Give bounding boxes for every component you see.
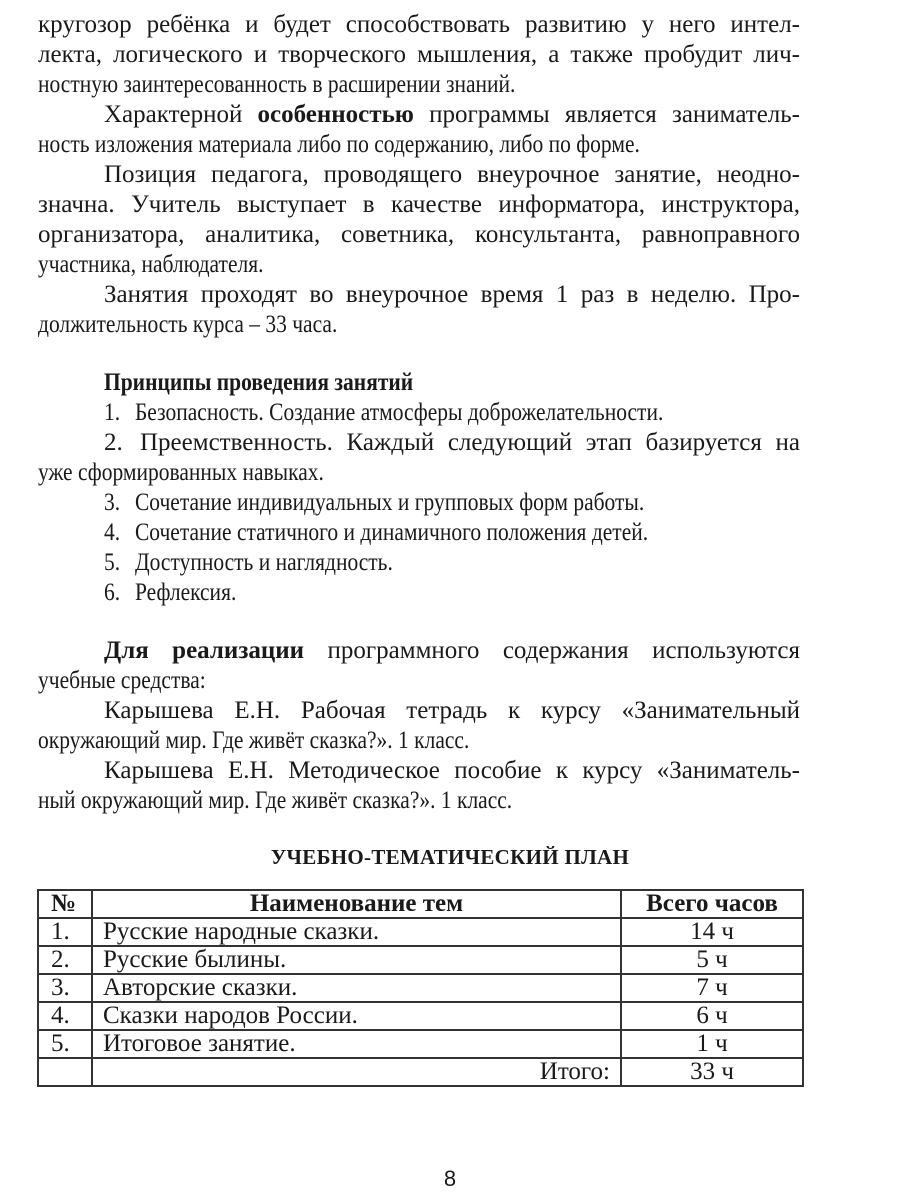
table-row [38, 1002, 803, 1030]
list-number: 5. [104, 549, 121, 576]
paragraph-text [104, 636, 800, 666]
list-number: 2. [104, 429, 123, 456]
text-line [38, 40, 800, 70]
paragraph-text: учебные средства: [38, 667, 206, 694]
paragraph-text [104, 100, 800, 130]
list-text: Сочетание статичного и динамичного положения детей. [134, 519, 649, 546]
list-item [104, 518, 800, 548]
text-line [104, 636, 800, 666]
paragraph-text: Позиция педагога, проводящего внеурочное занятие, неодно- [104, 161, 800, 188]
list-item-content [104, 548, 393, 578]
table-title: УЧЕБНО-ТЕМАТИЧЕСКИЙ ПЛАН [270, 845, 630, 869]
list-number: 6. [104, 579, 121, 606]
row-name: Итоговое занятие. [92, 1030, 621, 1058]
list-number: 1. [104, 399, 121, 426]
heading-text: Принципы проведения занятий [104, 369, 414, 396]
list-item-content [104, 578, 236, 608]
paragraph-text: участника, наблюдателя. [38, 251, 264, 278]
row-name: Авторские сказки. [92, 974, 621, 1002]
table-total-row [38, 1058, 803, 1086]
paragraph-text: Занятия проходят во внеурочное время 1 раз в неделю. Про- [104, 281, 800, 308]
table-row [38, 1030, 803, 1058]
text-line [38, 130, 800, 160]
text-line [38, 190, 800, 220]
total-label: Итого: [92, 1058, 621, 1086]
table-row [38, 974, 803, 1002]
row-num: 5. [38, 1030, 92, 1058]
paragraph-text: значна. Учитель выступает в качестве информатора, инструктора, [38, 191, 800, 218]
list-item-content [104, 398, 663, 428]
text-line [38, 70, 800, 100]
book-reference: Карышева Е.Н. Рабочая тетрадь к курсу «Занимательный [104, 697, 800, 724]
text-line [38, 220, 800, 250]
row-hours: 14 ч [621, 918, 803, 946]
text-line [104, 160, 800, 190]
table-row [38, 946, 803, 974]
paragraph-text: кругозор ребёнка и будет способствовать развитию у него интел- [38, 11, 800, 38]
row-name: Русские народные сказки. [92, 918, 621, 946]
text-line [38, 666, 800, 696]
row-num: 1. [38, 918, 92, 946]
list-item-content [104, 488, 644, 518]
book-reference: Карышева Е.Н. Методическое пособие к курсу «Заниматель- [104, 757, 800, 784]
text-line [104, 100, 800, 130]
list-text: уже сформированных навыках. [38, 459, 324, 486]
paragraph-text: должительность курса – 33 часа. [38, 311, 338, 338]
list-text: Сочетание индивидуальных и групповых форм работы. [134, 489, 645, 516]
text-line [38, 310, 800, 340]
list-item [104, 398, 800, 428]
row-hours: 5 ч [621, 946, 803, 974]
text-line [38, 10, 800, 40]
list-item-continuation [38, 458, 800, 488]
section-heading [104, 368, 800, 398]
header-num: № [38, 890, 92, 918]
text-line [38, 250, 800, 280]
list-item-content [104, 518, 648, 548]
text-line [38, 726, 800, 756]
paragraph-text: ность изложения материала либо по содержанию, либо по форме. [38, 131, 640, 158]
list-text: Безопасность. Создание атмосферы доброжелательности. [134, 399, 664, 426]
list-text: Доступность и наглядность. [134, 549, 393, 576]
list-item [104, 578, 800, 608]
total-value: 33 ч [621, 1058, 803, 1086]
row-num: 4. [38, 1002, 92, 1030]
page-number: 8 [443, 1166, 457, 1191]
header-name: Наименование тем [92, 890, 621, 918]
book-reference: ный окружающий мир. Где живёт сказка?». 1 класс. [38, 787, 513, 814]
paragraph-text: ностную заинтересованность в расширении знаний. [38, 71, 516, 98]
text-line [104, 280, 800, 310]
emphasis-text: Для реализации [104, 637, 305, 664]
row-hours: 1 ч [621, 1030, 803, 1058]
list-item [104, 428, 800, 458]
list-number: 3. [104, 489, 121, 516]
book-reference: окружающий мир. Где живёт сказка?». 1 класс. [38, 727, 470, 754]
list-item [104, 488, 800, 518]
row-num: 3. [38, 974, 92, 1002]
row-hours: 7 ч [621, 974, 803, 1002]
total-empty-cell [38, 1058, 92, 1086]
paragraph-text: организатора, аналитика, советника, консультанта, равноправного [38, 221, 800, 248]
list-number: 4. [104, 519, 121, 546]
text-span: Характерной [104, 101, 243, 128]
row-hours: 6 ч [621, 1002, 803, 1030]
table-row [38, 918, 803, 946]
row-num: 2. [38, 946, 92, 974]
text-line [104, 756, 800, 786]
row-name: Русские былины. [92, 946, 621, 974]
text-span: программы является заниматель- [429, 101, 800, 128]
table-header-row [38, 890, 803, 918]
text-line [38, 786, 800, 816]
header-hours: Всего часов [621, 890, 803, 918]
paragraph-text: лекта, логического и творческого мышления, а также пробудит лич- [38, 41, 800, 68]
list-item-content [104, 428, 800, 458]
list-text: Рефлексия. [134, 579, 237, 606]
list-item [104, 548, 800, 578]
text-span: программного содержания используются [327, 637, 801, 664]
emphasis-text: особенностью [257, 101, 414, 128]
list-text: Преемственность. Каждый следующий этап базируется на [140, 429, 800, 456]
text-line [104, 696, 800, 726]
plan-table [37, 889, 804, 1087]
row-name: Сказки народов России. [92, 1002, 621, 1030]
